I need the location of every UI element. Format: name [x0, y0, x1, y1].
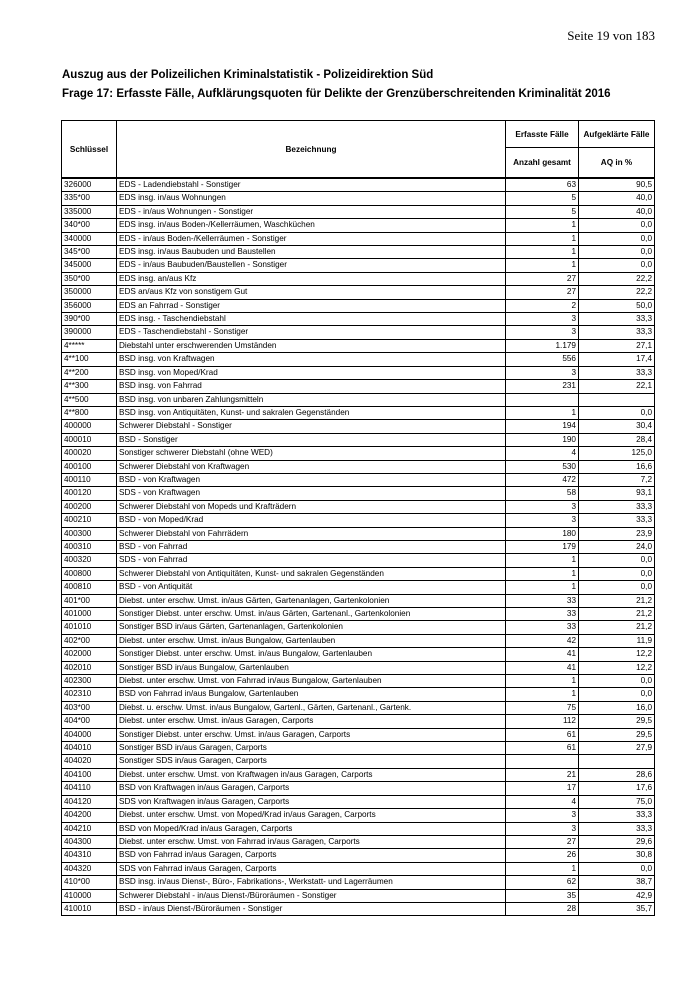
cell-key: 4**500 [62, 393, 117, 406]
cell-cases: 1 [506, 675, 579, 688]
cell-key: 402300 [62, 675, 117, 688]
cell-key: 400810 [62, 581, 117, 594]
cell-aq: 12,2 [579, 661, 655, 674]
cell-description: EDS insg. in/aus Wohnungen [117, 192, 506, 205]
cell-description: BSD insg. in/aus Dienst-, Büro-, Fabrikations-, Werkstatt- und Lagerräumen [117, 876, 506, 889]
cell-aq: 40,0 [579, 192, 655, 205]
cell-aq: 21,2 [579, 621, 655, 634]
table-row [62, 621, 655, 634]
cell-description: Schwerer Diebstahl - in/aus Dienst-/Büroräumen - Sonstiger [117, 889, 506, 902]
cell-aq: 33,3 [579, 514, 655, 527]
cell-aq: 12,2 [579, 648, 655, 661]
cell-description: Schwerer Diebstahl von Mopeds und Krafträdern [117, 500, 506, 513]
column-header-cleared: Aufgeklärte Fälle [579, 121, 655, 148]
cell-description: Sonstiger Diebst. unter erschw. Umst. in/aus Gärten, Gartenanl., Gartenkolonien [117, 608, 506, 621]
cell-aq: 33,3 [579, 809, 655, 822]
table-row [62, 500, 655, 513]
cell-aq: 0,0 [579, 675, 655, 688]
cell-cases: 41 [506, 661, 579, 674]
table-row [62, 715, 655, 728]
table-row [62, 608, 655, 621]
cell-key: 404320 [62, 862, 117, 875]
cell-key: 390*00 [62, 313, 117, 326]
table-row [62, 661, 655, 674]
cell-cases: 4 [506, 447, 579, 460]
table-row [62, 487, 655, 500]
table-row [62, 433, 655, 446]
cell-description: BSD von Moped/Krad in/aus Garagen, Carports [117, 822, 506, 835]
cell-cases: 26 [506, 849, 579, 862]
cell-aq: 38,7 [579, 876, 655, 889]
cell-key: 400210 [62, 514, 117, 527]
cell-aq: 125,0 [579, 447, 655, 460]
cell-key: 410*00 [62, 876, 117, 889]
cell-key: 350*00 [62, 272, 117, 285]
cell-aq: 17,6 [579, 782, 655, 795]
table-row [62, 581, 655, 594]
cell-cases: 33 [506, 608, 579, 621]
cell-cases: 1 [506, 688, 579, 701]
cell-key: 340000 [62, 232, 117, 245]
cell-description: Diebst. unter erschw. Umst. von Kraftwagen in/aus Garagen, Carports [117, 768, 506, 781]
cell-description: BSD insg. von Fahrrad [117, 380, 506, 393]
cell-aq: 22,1 [579, 380, 655, 393]
cell-description: Sonstiger BSD in/aus Bungalow, Gartenlauben [117, 661, 506, 674]
cell-cases: 42 [506, 634, 579, 647]
cell-key: 400310 [62, 540, 117, 553]
cell-aq: 50,0 [579, 299, 655, 312]
cell-key: 410010 [62, 902, 117, 915]
cell-key: 404010 [62, 742, 117, 755]
table-row [62, 406, 655, 419]
cell-aq: 27,9 [579, 742, 655, 755]
column-header-key: Schlüssel [62, 121, 117, 179]
table-row [62, 339, 655, 352]
cell-cases: 1 [506, 406, 579, 419]
table-row [62, 380, 655, 393]
cell-aq: 21,2 [579, 608, 655, 621]
cell-description: Diebst. unter erschw. Umst. in/aus Gärten, Gartenanlagen, Gartenkolonien [117, 594, 506, 607]
cell-key: 402310 [62, 688, 117, 701]
cell-description: BSD von Fahrrad in/aus Bungalow, Gartenlauben [117, 688, 506, 701]
page-number: Seite 19 von 183 [567, 28, 655, 43]
cell-description: BSD von Kraftwagen in/aus Garagen, Carports [117, 782, 506, 795]
table-row [62, 701, 655, 714]
table-row [62, 272, 655, 285]
cell-aq: 17,4 [579, 353, 655, 366]
cell-description: BSD - von Fahrrad [117, 540, 506, 553]
table-row [62, 795, 655, 808]
cell-aq: 75,0 [579, 795, 655, 808]
table-row [62, 567, 655, 580]
cell-description: EDS insg. in/aus Boden-/Kellerräumen, Waschküchen [117, 219, 506, 232]
cell-aq: 27,1 [579, 339, 655, 352]
document-subtitle: Frage 17: Erfasste Fälle, Aufklärungsquoten für Delikte der Grenzüberschreitenden Kriminalität 2016 [62, 88, 611, 100]
cell-key: 400010 [62, 433, 117, 446]
cell-description: EDS an Fahrrad - Sonstiger [117, 299, 506, 312]
table-row [62, 862, 655, 875]
table-row [62, 768, 655, 781]
table-row [62, 473, 655, 486]
cell-aq: 35,7 [579, 902, 655, 915]
cell-cases [506, 393, 579, 406]
cell-aq: 30,8 [579, 849, 655, 862]
cell-key: 340*00 [62, 219, 117, 232]
column-subheader-aq: AQ in % [579, 148, 655, 179]
cell-key: 404110 [62, 782, 117, 795]
cell-cases: 3 [506, 366, 579, 379]
table-row [62, 755, 655, 768]
cell-key: 400320 [62, 554, 117, 567]
cell-description: EDS - Taschendiebstahl - Sonstiger [117, 326, 506, 339]
cell-aq: 33,3 [579, 326, 655, 339]
cell-cases: 3 [506, 326, 579, 339]
cell-key: 4**800 [62, 406, 117, 419]
cell-cases: 35 [506, 889, 579, 902]
cell-description: BSD - in/aus Dienst-/Büroräumen - Sonstiger [117, 902, 506, 915]
cell-cases: 3 [506, 809, 579, 822]
cell-cases: 1 [506, 554, 579, 567]
cell-description: Diebst. unter erschw. Umst. von Fahrrad in/aus Bungalow, Gartenlauben [117, 675, 506, 688]
cell-description: Schwerer Diebstahl von Kraftwagen [117, 460, 506, 473]
cell-aq: 33,3 [579, 500, 655, 513]
cell-cases: 41 [506, 648, 579, 661]
cell-description: EDS - Ladendiebstahl - Sonstiger [117, 178, 506, 192]
table-row [62, 782, 655, 795]
cell-description: EDS - in/aus Wohnungen - Sonstiger [117, 205, 506, 218]
cell-aq: 11,9 [579, 634, 655, 647]
table-row [62, 675, 655, 688]
cell-cases: 1 [506, 581, 579, 594]
table-row [62, 192, 655, 205]
table-body [62, 178, 655, 916]
cell-description: Sonstiger SDS in/aus Garagen, Carports [117, 755, 506, 768]
table-row [62, 648, 655, 661]
cell-aq [579, 393, 655, 406]
cell-aq: 30,4 [579, 420, 655, 433]
cell-key: 345*00 [62, 246, 117, 259]
cell-description: EDS - in/aus Boden-/Kellerräumen - Sonstiger [117, 232, 506, 245]
table-row [62, 447, 655, 460]
cell-key: 4***** [62, 339, 117, 352]
cell-description: BSD - von Moped/Krad [117, 514, 506, 527]
cell-key: 401010 [62, 621, 117, 634]
cell-aq: 22,2 [579, 272, 655, 285]
cell-cases: 1 [506, 862, 579, 875]
cell-key: 404100 [62, 768, 117, 781]
cell-key: 404*00 [62, 715, 117, 728]
cell-cases: 17 [506, 782, 579, 795]
cell-description: SDS von Kraftwagen in/aus Garagen, Carports [117, 795, 506, 808]
table-header [62, 121, 655, 179]
cell-aq: 33,3 [579, 366, 655, 379]
cell-key: 402000 [62, 648, 117, 661]
cell-description: BSD - Sonstiger [117, 433, 506, 446]
table-row [62, 902, 655, 915]
cell-key: 404310 [62, 849, 117, 862]
cell-aq: 23,9 [579, 527, 655, 540]
cell-aq: 28,4 [579, 433, 655, 446]
cell-description: BSD insg. von Moped/Krad [117, 366, 506, 379]
table-row [62, 313, 655, 326]
cell-key: 345000 [62, 259, 117, 272]
cell-key: 402010 [62, 661, 117, 674]
cell-aq: 16,6 [579, 460, 655, 473]
table-row [62, 178, 655, 192]
cell-key: 404300 [62, 835, 117, 848]
table-row [62, 460, 655, 473]
cell-aq: 0,0 [579, 246, 655, 259]
table-row [62, 393, 655, 406]
column-subheader-total: Anzahl gesamt [506, 148, 579, 179]
cell-key: 335*00 [62, 192, 117, 205]
cell-description: BSD - von Kraftwagen [117, 473, 506, 486]
cell-description: EDS insg. - Taschendiebstahl [117, 313, 506, 326]
table-row [62, 286, 655, 299]
cell-aq: 0,0 [579, 259, 655, 272]
table-row [62, 527, 655, 540]
cell-aq: 0,0 [579, 688, 655, 701]
cell-aq: 0,0 [579, 406, 655, 419]
cell-key: 4**200 [62, 366, 117, 379]
cell-aq: 42,9 [579, 889, 655, 902]
table-row [62, 889, 655, 902]
cell-key: 400300 [62, 527, 117, 540]
cell-description: Sonstiger Diebst. unter erschw. Umst. in/aus Garagen, Carports [117, 728, 506, 741]
cell-aq: 21,2 [579, 594, 655, 607]
cell-key: 4**100 [62, 353, 117, 366]
cell-cases: 1.179 [506, 339, 579, 352]
cell-cases: 112 [506, 715, 579, 728]
cell-cases: 1 [506, 246, 579, 259]
table-row [62, 849, 655, 862]
cell-cases: 61 [506, 742, 579, 755]
cell-cases: 5 [506, 192, 579, 205]
cell-key: 390000 [62, 326, 117, 339]
table-row [62, 246, 655, 259]
cell-aq: 40,0 [579, 205, 655, 218]
cell-aq: 0,0 [579, 862, 655, 875]
cell-cases: 33 [506, 594, 579, 607]
cell-description: Sonstiger schwerer Diebstahl (ohne WED) [117, 447, 506, 460]
cell-key: 400800 [62, 567, 117, 580]
table-row [62, 728, 655, 741]
cell-key: 404210 [62, 822, 117, 835]
cell-aq: 7,2 [579, 473, 655, 486]
cell-key: 404000 [62, 728, 117, 741]
cell-key: 404200 [62, 809, 117, 822]
cell-key: 402*00 [62, 634, 117, 647]
table-row [62, 219, 655, 232]
cell-cases: 58 [506, 487, 579, 500]
cell-cases: 530 [506, 460, 579, 473]
table-row [62, 326, 655, 339]
table-row [62, 259, 655, 272]
cell-cases: 3 [506, 514, 579, 527]
cell-cases: 3 [506, 822, 579, 835]
cell-description: Schwerer Diebstahl - Sonstiger [117, 420, 506, 433]
table-row [62, 822, 655, 835]
cell-key: 400020 [62, 447, 117, 460]
cell-cases: 75 [506, 701, 579, 714]
cell-description: BSD - von Antiquität [117, 581, 506, 594]
table-row [62, 540, 655, 553]
cell-cases: 28 [506, 902, 579, 915]
cell-cases: 1 [506, 259, 579, 272]
cell-cases: 2 [506, 299, 579, 312]
cell-cases: 180 [506, 527, 579, 540]
cell-cases: 1 [506, 219, 579, 232]
cell-key: 400200 [62, 500, 117, 513]
cell-key: 400100 [62, 460, 117, 473]
cell-aq: 29,6 [579, 835, 655, 848]
cell-description: Sonstiger BSD in/aus Garagen, Carports [117, 742, 506, 755]
cell-cases: 27 [506, 835, 579, 848]
table-row [62, 594, 655, 607]
cell-cases: 61 [506, 728, 579, 741]
table-row [62, 232, 655, 245]
cell-cases: 4 [506, 795, 579, 808]
cell-aq: 24,0 [579, 540, 655, 553]
column-header-description: Bezeichnung [117, 121, 506, 179]
document-title: Auszug aus der Polizeilichen Kriminalstatistik - Polizeidirektion Süd [62, 69, 434, 81]
cell-description: EDS insg. in/aus Baubuden und Baustellen [117, 246, 506, 259]
cell-aq: 0,0 [579, 232, 655, 245]
table-row [62, 809, 655, 822]
table-row [62, 554, 655, 567]
cell-cases: 179 [506, 540, 579, 553]
cell-key: 4**300 [62, 380, 117, 393]
cell-description: Sonstiger Diebst. unter erschw. Umst. in/aus Bungalow, Gartenlauben [117, 648, 506, 661]
cell-cases: 1 [506, 567, 579, 580]
table-row [62, 514, 655, 527]
cell-description: Schwerer Diebstahl von Fahrrädern [117, 527, 506, 540]
cell-description: BSD von Fahrrad in/aus Garagen, Carports [117, 849, 506, 862]
table-row [62, 353, 655, 366]
cell-aq: 0,0 [579, 219, 655, 232]
cell-description: Diebst. unter erschw. Umst. in/aus Bungalow, Gartenlauben [117, 634, 506, 647]
cell-aq: 16,0 [579, 701, 655, 714]
cell-description: BSD insg. von unbaren Zahlungsmitteln [117, 393, 506, 406]
column-header-cases: Erfasste Fälle [506, 121, 579, 148]
cell-cases: 556 [506, 353, 579, 366]
cell-description: Sonstiger BSD in/aus Gärten, Gartenanlagen, Gartenkolonien [117, 621, 506, 634]
cell-aq: 0,0 [579, 567, 655, 580]
cell-description: Diebst. u. erschw. Umst. in/aus Bungalow, Gartenl., Gärten, Gartenanl., Gartenk. [117, 701, 506, 714]
cell-aq: 0,0 [579, 554, 655, 567]
cell-cases: 231 [506, 380, 579, 393]
cell-cases: 5 [506, 205, 579, 218]
cell-cases: 472 [506, 473, 579, 486]
cell-cases: 21 [506, 768, 579, 781]
cell-key: 404120 [62, 795, 117, 808]
cell-description: Diebstahl unter erschwerenden Umständen [117, 339, 506, 352]
cell-aq: 33,3 [579, 822, 655, 835]
cell-key: 400110 [62, 473, 117, 486]
cell-key: 326000 [62, 178, 117, 192]
cell-key: 400120 [62, 487, 117, 500]
cell-cases: 194 [506, 420, 579, 433]
cell-key: 410000 [62, 889, 117, 902]
table-row [62, 742, 655, 755]
table-row [62, 688, 655, 701]
statistics-table [61, 120, 655, 916]
cell-aq: 33,3 [579, 313, 655, 326]
cell-description: EDS an/aus Kfz von sonstigem Gut [117, 286, 506, 299]
cell-cases: 3 [506, 313, 579, 326]
table-row [62, 420, 655, 433]
cell-key: 401*00 [62, 594, 117, 607]
table-row [62, 205, 655, 218]
cell-description: EDS - in/aus Baubuden/Baustellen - Sonstiger [117, 259, 506, 272]
cell-cases: 1 [506, 232, 579, 245]
cell-aq [579, 755, 655, 768]
cell-description: Diebst. unter erschw. Umst. in/aus Garagen, Carports [117, 715, 506, 728]
cell-cases: 190 [506, 433, 579, 446]
cell-key: 403*00 [62, 701, 117, 714]
cell-description: BSD insg. von Kraftwagen [117, 353, 506, 366]
cell-key: 335000 [62, 205, 117, 218]
cell-key: 356000 [62, 299, 117, 312]
cell-aq: 90,5 [579, 178, 655, 192]
cell-description: Diebst. unter erschw. Umst. von Fahrrad in/aus Garagen, Carports [117, 835, 506, 848]
cell-description: EDS insg. an/aus Kfz [117, 272, 506, 285]
cell-key: 404020 [62, 755, 117, 768]
cell-description: SDS von Fahrrad in/aus Garagen, Carports [117, 862, 506, 875]
cell-description: SDS - von Kraftwagen [117, 487, 506, 500]
cell-cases: 27 [506, 286, 579, 299]
cell-cases: 62 [506, 876, 579, 889]
cell-key: 350000 [62, 286, 117, 299]
cell-aq: 0,0 [579, 581, 655, 594]
cell-cases: 33 [506, 621, 579, 634]
cell-aq: 28,6 [579, 768, 655, 781]
cell-key: 400000 [62, 420, 117, 433]
cell-description: BSD insg. von Antiquitäten, Kunst- und sakralen Gegenständen [117, 406, 506, 419]
cell-cases: 3 [506, 500, 579, 513]
cell-aq: 29,5 [579, 728, 655, 741]
cell-cases [506, 755, 579, 768]
table-row [62, 634, 655, 647]
cell-key: 401000 [62, 608, 117, 621]
table-row [62, 299, 655, 312]
table-row [62, 366, 655, 379]
cell-aq: 93,1 [579, 487, 655, 500]
cell-cases: 63 [506, 178, 579, 192]
cell-description: Schwerer Diebstahl von Antiquitäten, Kunst- und sakralen Gegenständen [117, 567, 506, 580]
cell-description: SDS - von Fahrrad [117, 554, 506, 567]
table-row [62, 876, 655, 889]
cell-description: Diebst. unter erschw. Umst. von Moped/Krad in/aus Garagen, Carports [117, 809, 506, 822]
table-row [62, 835, 655, 848]
cell-aq: 29,5 [579, 715, 655, 728]
cell-aq: 22,2 [579, 286, 655, 299]
cell-cases: 27 [506, 272, 579, 285]
